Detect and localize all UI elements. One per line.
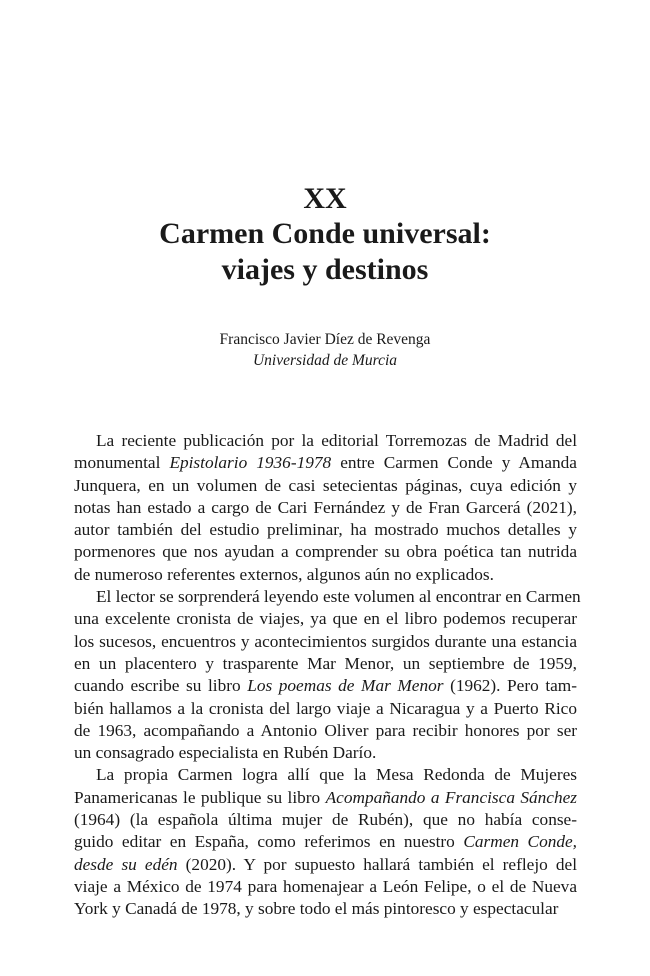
text-line: de 1963, acompañando a Antonio Oliver para recibir honores por ser xyxy=(74,720,577,740)
chapter-title-line-2: viajes y destinos xyxy=(221,253,429,286)
chapter-title xyxy=(0,216,650,288)
text-line: guido editar en España, como referimos en nuestro Carmen Conde, xyxy=(74,832,577,852)
text-line: en un placentero y trasparente Mar Menor, un septiembre de 1959, xyxy=(74,653,577,673)
text-line: bién hallamos a la cronista del largo viaje a Nicaragua y a Puerto Rico xyxy=(74,698,577,718)
text-line: de numeroso referentes externos, algunos aún no explicados. xyxy=(74,564,494,584)
body-text xyxy=(74,430,581,921)
paragraph xyxy=(74,586,581,764)
text-line: La reciente publicación por la editorial Torremozas de Madrid del xyxy=(96,431,577,450)
text-line: desde su edén (2020). Y por supuesto hallará también el reflejo del xyxy=(74,854,577,874)
chapter-number: XX xyxy=(303,182,347,215)
author-affiliation: Universidad de Murcia xyxy=(252,352,398,369)
text-line: cuando escribe su libro Los poemas de Mar Menor (1962). Pero tam- xyxy=(74,676,577,696)
text-line: La propia Carmen logra allí que la Mesa Redonda de Mujeres xyxy=(96,765,577,785)
paragraph xyxy=(74,764,577,920)
chapter-title-line-1: Carmen Conde universal: xyxy=(159,217,491,250)
text-line: viaje a México de 1974 para homenajear a León Felipe, o el de Nueva xyxy=(74,876,577,896)
italic-title: Los poemas de Mar Menor xyxy=(247,676,444,696)
italic-title: Carmen Conde, xyxy=(463,832,577,852)
text-line: York y Canadá de 1978, y sobre todo el más pintoresco y espectacular xyxy=(74,899,559,919)
italic-title: Epistolario 1936-1978 xyxy=(169,453,332,473)
text-line: autor también del estudio preliminar, ha mostrado muchos detalles y xyxy=(74,520,577,540)
text-line: Junquera, en un volumen de casi setecientas páginas, cuya edición y xyxy=(74,475,577,495)
text-line: monumental Epistolario 1936-1978 entre Carmen Conde y Amanda xyxy=(74,453,577,473)
text-line: (1964) (la española última mujer de Rubén), que no había conse- xyxy=(74,810,577,830)
text-line: un consagrado especialista en Rubén Darío. xyxy=(74,743,377,763)
text-line: El lector se sorprenderá leyendo este volumen al encontrar en Carmen xyxy=(96,587,581,607)
paragraph xyxy=(74,430,577,586)
author-name: Francisco Javier Díez de Revenga xyxy=(219,331,431,348)
text-line: Panamericanas le publique su libro Acompañando a Francisca Sánchez xyxy=(74,787,577,807)
text-line: pormenores que nos ayudan a comprender su obra poética tan nutrida xyxy=(74,542,577,562)
text-line: una excelente cronista de viajes, ya que en el libro podemos recuperar xyxy=(74,609,577,629)
italic-title: Acompañando a Francisca Sánchez xyxy=(325,787,577,807)
text-line: notas han estado a cargo de Cari Fernández y de Fran Garcerá (2021), xyxy=(74,497,577,517)
italic-title: desde su edén xyxy=(74,854,178,874)
text-line: los sucesos, encuentros y acontecimientos surgidos durante una estancia xyxy=(74,631,577,651)
